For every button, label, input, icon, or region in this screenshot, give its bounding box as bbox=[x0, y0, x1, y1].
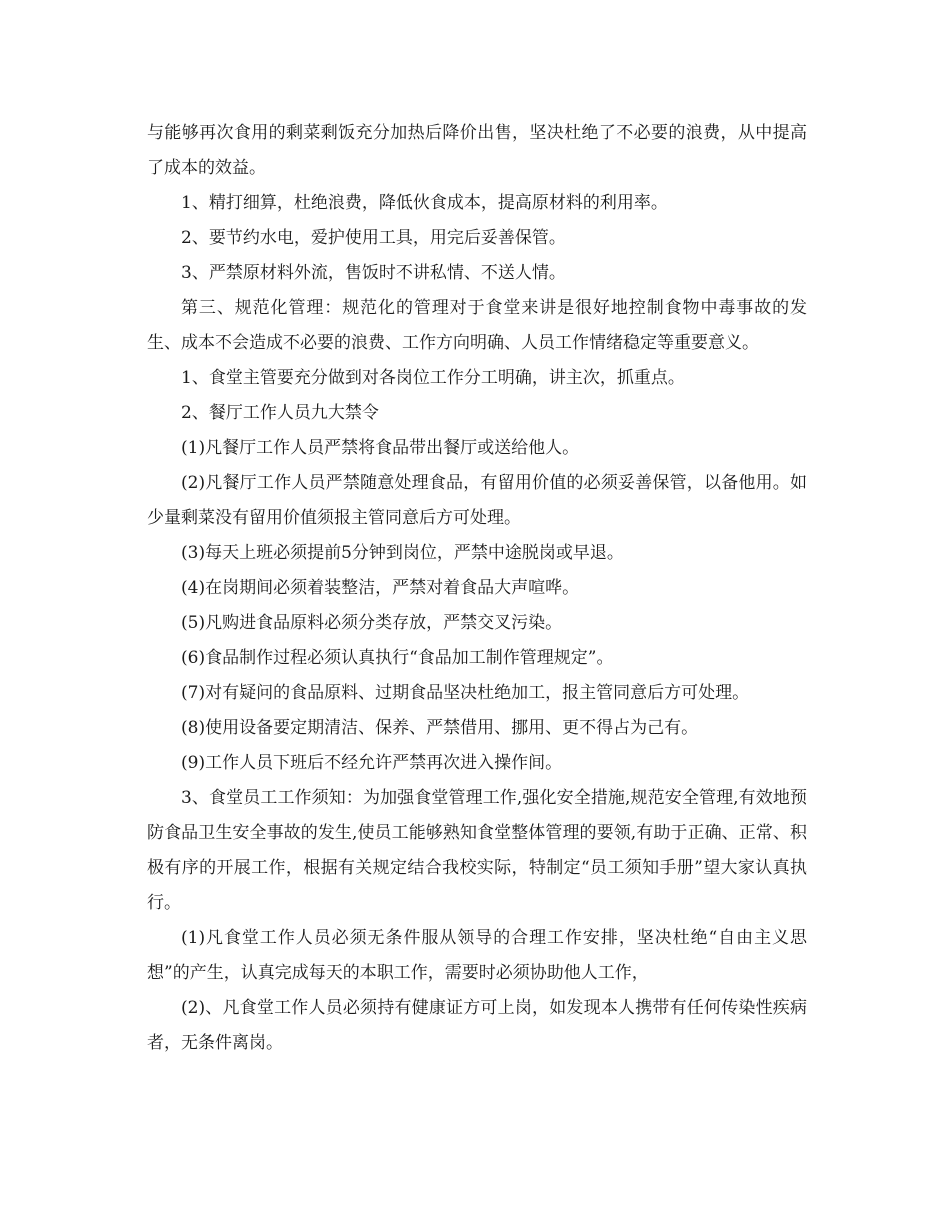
paragraph-continuation: 与能够再次食用的剩菜剩饭充分加热后降价出售，坚决杜绝了不必要的浪费，从中提高了成本的效益。 bbox=[147, 123, 807, 178]
prohibition-6: (6)食品制作过程必须认真执行“食品加工制作管理规定”。 bbox=[181, 648, 614, 668]
paragraph-item-1-supervisor: 1、食堂主管要充分做到对各岗位工作分工明确，讲主次，抓重点。 bbox=[181, 368, 685, 388]
staff-notice-1: (1)凡食堂工作人员必须无条件服从领导的合理工作安排，坚决杜绝“自由主义思想”的产生，认真完成每天的本职工作，需要时必须协助他人工作， bbox=[147, 928, 807, 983]
paragraph-section-three: 第三、规范化管理：规范化的管理对于食堂来讲是很好地控制食物中毒事故的发生、成本不会造成不必要的浪费、工作方向明确、人员工作情绪稳定等重要意义。 bbox=[147, 298, 807, 353]
paragraph-item-2: 2、要节约水电，爱护使用工具，用完后妥善保管。 bbox=[181, 228, 566, 248]
prohibition-9: (9)工作人员下班后不经允许严禁再次进入操作间。 bbox=[181, 753, 563, 773]
paragraph-item-3-staff-notice: 3、食堂员工工作须知：为加强食堂管理工作,强化安全措施,规范安全管理,有效地预防食品卫生安全事故的发生,使员工能够熟知食堂整体管理的要领,有助于正确、正常、积极有序的开展工作，根据有关规定结合我校实际，特制定“员工须知手册”望大家认真执行。 bbox=[147, 788, 807, 913]
paragraph-item-3: 3、严禁原材料外流，售饭时不讲私情、不送人情。 bbox=[181, 263, 566, 283]
prohibition-2: (2)凡餐厅工作人员严禁随意处理食品，有留用价值的必须妥善保管，以备他用。如少量剩菜没有留用价值须报主管同意后方可处理。 bbox=[147, 473, 807, 528]
prohibition-5: (5)凡购进食品原料必须分类存放，严禁交叉污染。 bbox=[181, 613, 563, 633]
prohibition-4: (4)在岗期间必须着装整洁，严禁对着食品大声喧哗。 bbox=[181, 578, 580, 598]
paragraph-item-1: 1、精打细算，杜绝浪费，降低伙食成本，提高原材料的利用率。 bbox=[181, 193, 668, 213]
paragraph-item-2-prohibitions: 2、餐厅工作人员九大禁令 bbox=[181, 403, 379, 423]
prohibition-7: (7)对有疑问的食品原料、过期食品坚决杜绝加工，报主管同意后方可处理。 bbox=[181, 683, 750, 703]
prohibition-3: (3)每天上班必须提前5分钟到岗位，严禁中途脱岗或早退。 bbox=[181, 543, 624, 563]
prohibition-1: (1)凡餐厅工作人员严禁将食品带出餐厅或送给他人。 bbox=[181, 438, 580, 458]
prohibition-8: (8)使用设备要定期清洁、保养、严禁借用、挪用、更不得占为己有。 bbox=[181, 718, 699, 738]
document-body bbox=[147, 116, 807, 1061]
staff-notice-2: (2)、凡食堂工作人员必须持有健康证方可上岗，如发现本人携带有任何传染性疾病者，无条件离岗。 bbox=[147, 998, 807, 1053]
